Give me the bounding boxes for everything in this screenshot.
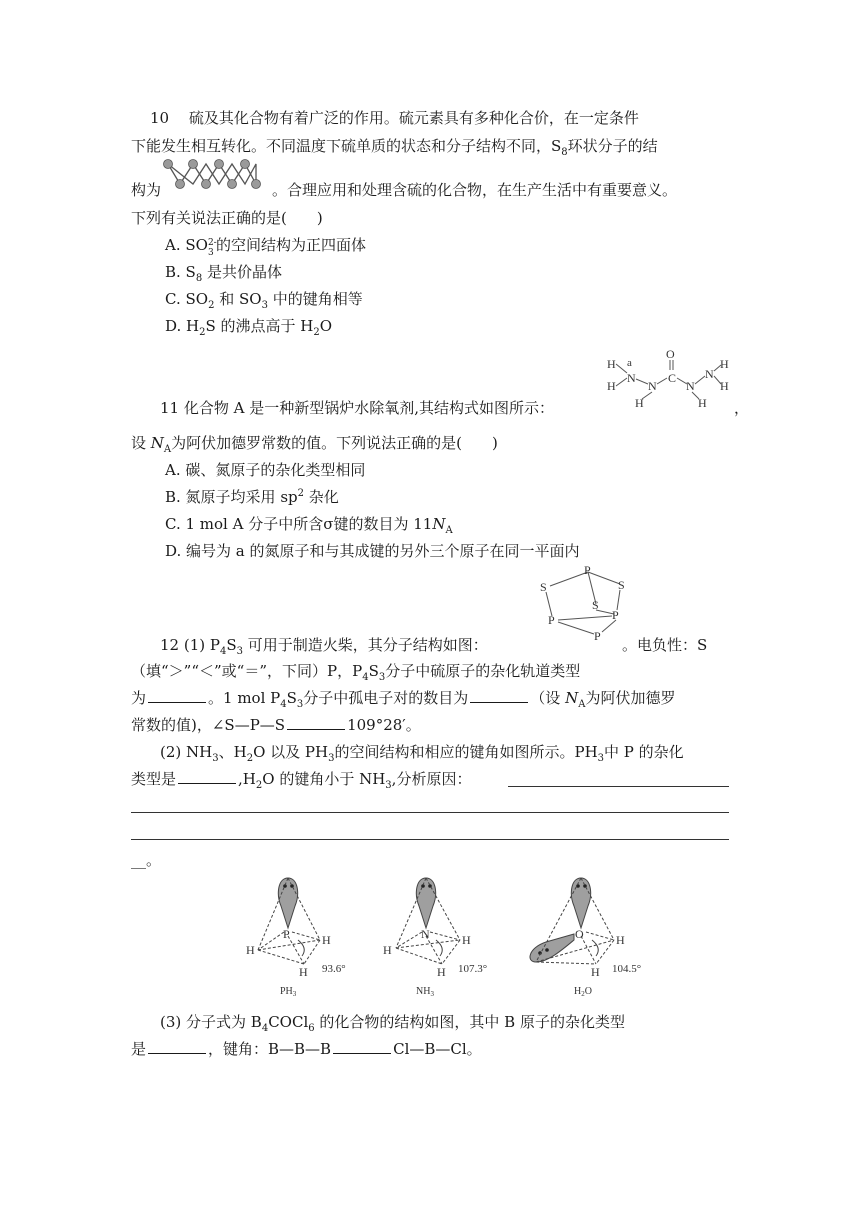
svg-text:O: O bbox=[575, 927, 584, 941]
compound-a-structure bbox=[600, 344, 740, 412]
q11-option-b: B. 氮原子均采用 $sp^2$ 杂化 bbox=[165, 488, 339, 506]
q10-option-a: A. SO 2- 3 的空间结构为正四面体 bbox=[165, 236, 366, 258]
svg-text:H: H bbox=[437, 965, 446, 979]
q11-line1: 11 化合物 A 是一种新型锅炉水除氧剂,其结构式如图所示： bbox=[160, 399, 554, 417]
q10-line2: 下能发生相互转化。不同温度下硫单质的状态和分子结构不同，$S_8$环状分子的结 bbox=[131, 137, 658, 158]
q11-option-c: C. 1 mol A 分子中所含σ键的数目为 $11N_A$ bbox=[165, 515, 453, 536]
svg-text:P: P bbox=[548, 613, 555, 627]
answer-line[interactable] bbox=[131, 839, 729, 840]
svg-text:a: a bbox=[627, 357, 632, 369]
svg-text:H: H bbox=[635, 396, 644, 410]
answer-blank[interactable] bbox=[470, 688, 528, 703]
svg-text:93.6°: 93.6° bbox=[322, 963, 346, 975]
svg-text:N: N bbox=[705, 367, 714, 381]
q12-p1-line2: （填“＞”“＜”或“＝”，下同）P，$P_4S_3$分子中硫原子的杂化轨道类型 bbox=[131, 662, 581, 683]
answer-blank[interactable] bbox=[333, 1039, 391, 1054]
svg-text:NH3: $NH_3$ bbox=[416, 986, 434, 998]
q11-line2: 设 $N_A$为阿伏加德罗常数的值。下列说法正确的是( ) bbox=[131, 434, 498, 455]
svg-text:H: H bbox=[383, 943, 392, 957]
svg-text:H: H bbox=[299, 965, 308, 979]
svg-text:P: P bbox=[283, 927, 290, 941]
svg-text:H: H bbox=[591, 965, 600, 979]
svg-text:H: H bbox=[698, 396, 707, 410]
q11-option-d: D. 编号为 a 的氮原子和与其成键的另外三个原子在同一平面内 bbox=[165, 542, 580, 560]
svg-text:H: H bbox=[720, 379, 729, 393]
answer-blank[interactable] bbox=[178, 769, 236, 784]
q10-option-d: D. $H_2S$ 的沸点高于 $H_2O$ bbox=[165, 317, 333, 338]
svg-text:H: H bbox=[607, 379, 616, 393]
svg-text:PH3: $PH_3$ bbox=[280, 986, 297, 998]
q10-line4: 下列有关说法正确的是( ) bbox=[131, 209, 323, 227]
answer-blank[interactable] bbox=[148, 688, 206, 703]
svg-text:H: H bbox=[462, 933, 471, 947]
svg-text:H: H bbox=[616, 933, 625, 947]
q10-option-c: C. $SO_2$ 和 $SO_3$ 中的键角相等 bbox=[165, 290, 363, 311]
svg-text:S: S bbox=[618, 578, 625, 592]
q12-p1-line3: 为 。1 mol $P_4S_3$分子中孤电子对的数目为 （设 $N_A$为阿伏加德罗 bbox=[131, 689, 676, 710]
svg-text:104.5°: 104.5° bbox=[612, 963, 642, 975]
q12-p1-line4: 常数的值)，∠S—P—S 109°28′。 bbox=[131, 716, 421, 734]
ph3-molecule bbox=[246, 878, 346, 998]
svg-text:H2O: $H_2O$ bbox=[574, 986, 592, 998]
q11-option-a: A. 碳、氮原子的杂化类型相同 bbox=[165, 461, 366, 479]
q10-line3b: 。合理应用和处理含硫的化合物，在生产生活中有重要意义。 bbox=[272, 181, 678, 199]
svg-text:P: P bbox=[594, 629, 601, 643]
q12-p3-line2: 是 ，键角：B—B—B Cl—B—Cl。 bbox=[131, 1040, 482, 1058]
q11-line1-end: ， bbox=[734, 399, 750, 417]
q10-option-b: B. $S_8$ 是共价晶体 bbox=[165, 263, 283, 284]
q12-p2-line2: 类型是 $,H_2O$ 的键角小于 $NH_3$,分析原因： bbox=[131, 770, 472, 791]
svg-text:H: H bbox=[720, 357, 729, 371]
q12-p3-line1: (3) 分子式为 $B_4COCl_6$ 的化合物的结构如图，其中 B 原子的杂化类型 bbox=[160, 1013, 625, 1034]
svg-text:N: N bbox=[421, 927, 430, 941]
nh3-molecule bbox=[383, 878, 487, 998]
molecule-figures bbox=[236, 870, 656, 1000]
svg-text:S: S bbox=[540, 580, 547, 594]
answer-line[interactable] bbox=[508, 786, 729, 787]
answer-line[interactable] bbox=[131, 812, 729, 813]
p4s3-structure bbox=[532, 560, 642, 644]
svg-text:O: O bbox=[666, 347, 675, 361]
s8-ring-figure bbox=[160, 156, 268, 194]
svg-text:P: P bbox=[584, 563, 591, 577]
svg-text:H: H bbox=[246, 943, 255, 957]
answer-blank[interactable] bbox=[148, 1039, 206, 1054]
answer-blank[interactable] bbox=[287, 715, 345, 730]
svg-text:N: N bbox=[648, 379, 657, 393]
svg-text:P: P bbox=[612, 608, 619, 622]
svg-text:107.3°: 107.3° bbox=[458, 963, 488, 975]
q12-p1-line1: 12 (1) $P_4S_3$ 可用于制造火柴，其分子结构如图： bbox=[160, 636, 488, 657]
q10-line1: 10 硫及其化合物有着广泛的作用。硫元素具有多种化合价，在一定条件 bbox=[150, 109, 639, 127]
svg-text:H: H bbox=[607, 357, 616, 371]
svg-text:N: N bbox=[686, 379, 695, 393]
h2o-molecule bbox=[530, 878, 641, 998]
q12-p2-line4: __。 bbox=[131, 851, 162, 869]
svg-text:H: H bbox=[322, 933, 331, 947]
svg-text:S: S bbox=[592, 598, 599, 612]
q12-p2-line1: (2) $NH_3$、$H_2O$ 以及 $PH_3$的空间结构和相应的键角如图所示。$PH_3$中 P 的杂化 bbox=[160, 743, 684, 764]
svg-text:C: C bbox=[668, 371, 677, 385]
svg-text:N: N bbox=[627, 371, 636, 385]
q10-line3a: 构为 bbox=[131, 181, 162, 199]
q12-p1-line1c: 。电负性：S bbox=[622, 636, 708, 654]
